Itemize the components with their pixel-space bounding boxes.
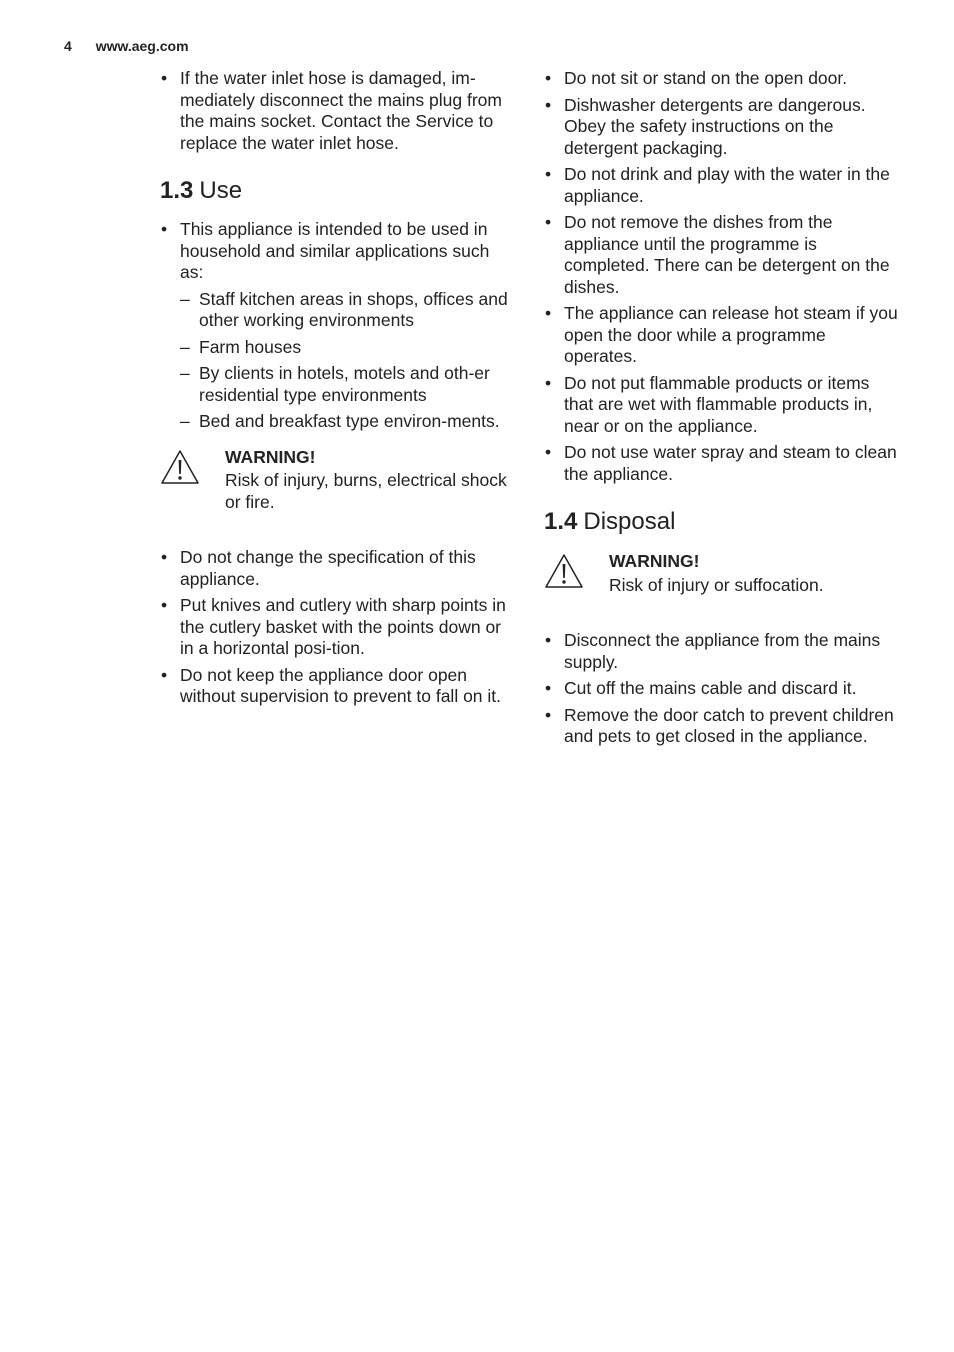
warning-box xyxy=(544,551,900,596)
sub-list-item: – By clients in hotels, motels and oth-er residential type environments xyxy=(180,363,516,406)
section-title-use xyxy=(160,176,516,206)
list-item: • Disconnect the appliance from the mains supply. xyxy=(544,630,900,673)
list-item: • Remove the door catch to prevent children and pets to get closed in the appliance. xyxy=(544,705,900,748)
disposal-list xyxy=(544,630,900,748)
sub-list-item: – Bed and breakfast type environ-ments. xyxy=(180,411,516,433)
warning-title: WARNING! xyxy=(225,446,316,467)
safety-list xyxy=(544,68,900,485)
page-number: 4 xyxy=(64,38,72,54)
warning-triangle-icon xyxy=(544,553,584,589)
list-item: • The appliance can release hot steam if you open the door while a programme operates. xyxy=(544,303,900,368)
list-item: • Do not remove the dishes from the appliance until the programme is completed. There can be detergent on the dishes. xyxy=(544,212,900,298)
list-item-text: This appliance is intended to be used in household and similar applications such as: xyxy=(180,219,490,282)
sub-list-item: – Staff kitchen areas in shops, offices and other working environments xyxy=(180,289,516,332)
section-number: 1.3 xyxy=(160,177,194,204)
warning-text: Risk of injury or suffocation. xyxy=(609,574,824,595)
list-item: • Dishwasher detergents are dangerous. Obey the safety instructions on the detergent packaging. xyxy=(544,95,900,160)
sub-list-item: – Farm houses xyxy=(180,337,516,359)
right-column xyxy=(544,68,900,753)
list-item: • Do not use water spray and steam to clean the appliance. xyxy=(544,442,900,485)
section-title-disposal xyxy=(544,507,900,537)
use-list xyxy=(160,219,516,433)
list-item: • Cut off the mains cable and discard it. xyxy=(544,678,900,700)
list-item: • Do not change the specification of this appliance. xyxy=(160,547,516,590)
intro-list xyxy=(160,68,516,154)
list-item xyxy=(160,219,516,433)
warning-box xyxy=(160,447,516,514)
section-title-text: Disposal xyxy=(583,508,676,535)
list-item: • Do not sit or stand on the open door. xyxy=(544,68,900,90)
warning-title: WARNING! xyxy=(609,551,700,571)
warning-text: Risk of injury, burns, electrical shock or fire. xyxy=(225,470,507,512)
list-item: • Do not put flammable products or items that are wet with flammable products in, near or on the appliance. xyxy=(544,373,900,438)
list-item: • Do not keep the appliance door open without supervision to prevent to fall on it. xyxy=(160,665,516,708)
list-item: • If the water inlet hose is damaged, im-mediately disconnect the mains plug from the mains socket. Contact the Service to replace the water inlet hose. xyxy=(160,68,516,154)
section-number: 1.4 xyxy=(544,508,578,535)
section-title-text: Use xyxy=(199,177,243,204)
warning-triangle-icon xyxy=(160,449,200,485)
left-column xyxy=(160,68,516,713)
list-item: • Put knives and cutlery with sharp points in the cutlery basket with the points down or in a horizontal posi-tion. xyxy=(160,595,516,660)
use-items-list xyxy=(160,547,516,708)
page-header xyxy=(64,38,189,54)
list-item: • Do not drink and play with the water in the appliance. xyxy=(544,164,900,207)
sub-list xyxy=(180,289,516,433)
website-url: www.aeg.com xyxy=(95,38,189,54)
